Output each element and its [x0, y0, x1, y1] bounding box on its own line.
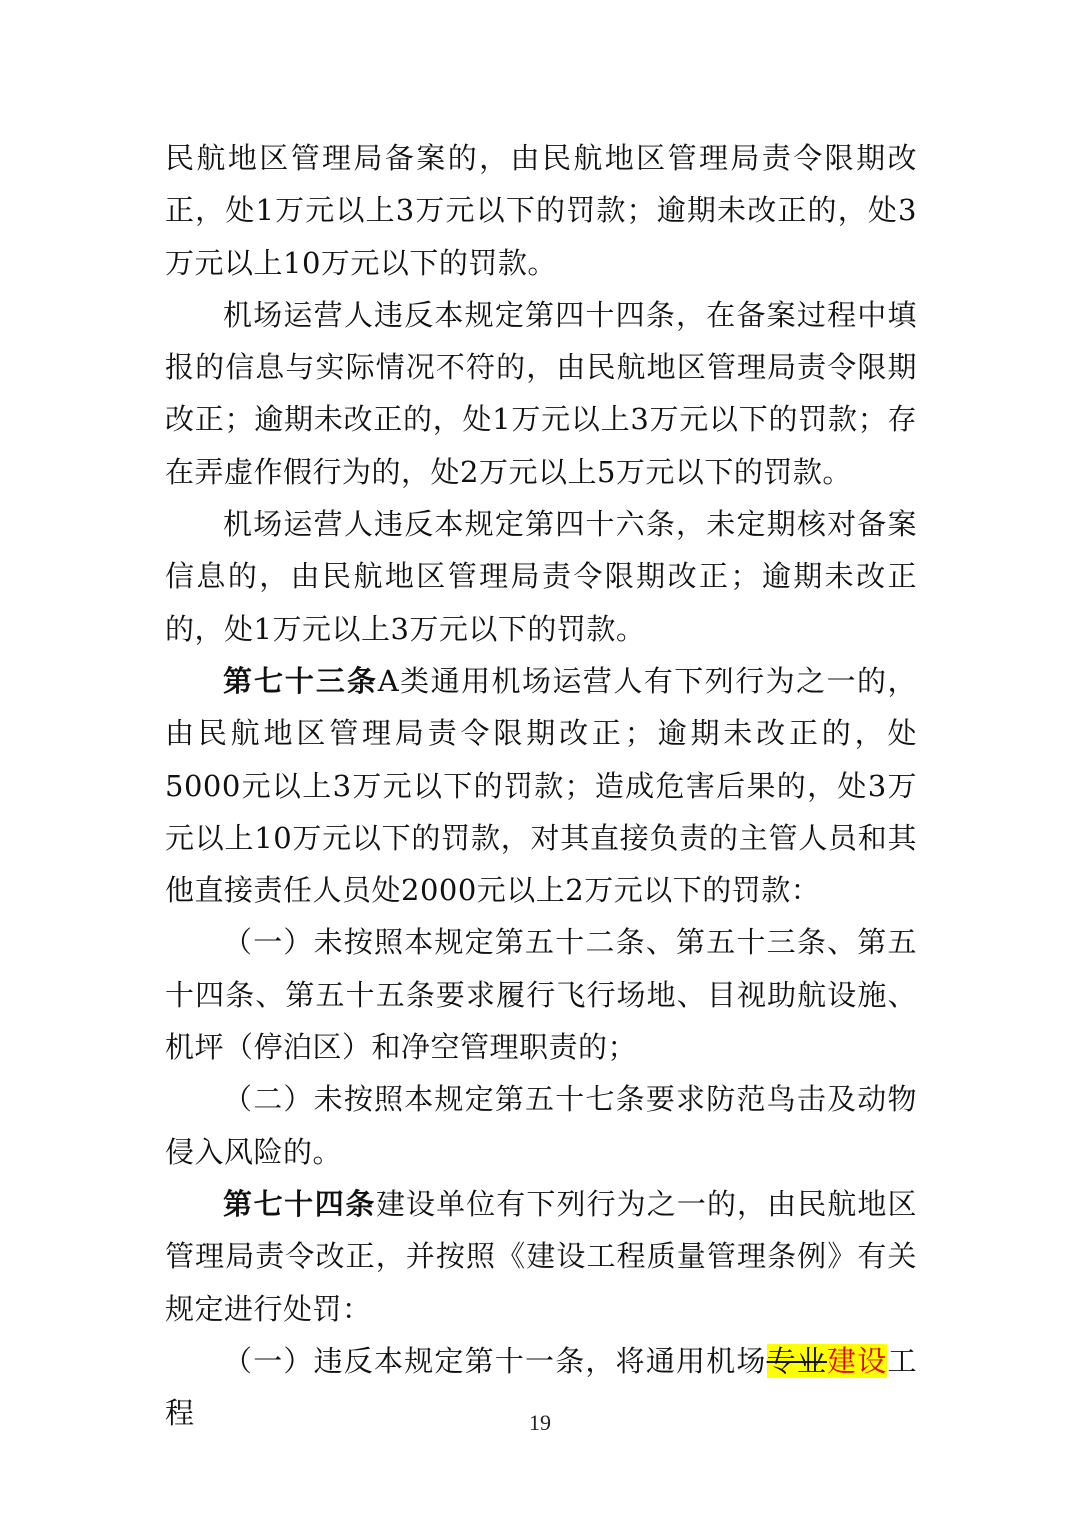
paragraph-article-44-violation [165, 289, 917, 498]
page-number: 19 [529, 1410, 551, 1435]
article-73 [165, 655, 917, 916]
paragraph-text: 民航地区管理局备案的，由民航地区管理局责令限期改正，处1万元以上3万元以下的罚款；逾期未改正的，处3万元以上10万元以下的罚款。 [165, 141, 917, 280]
article-text: A类通用机场运营人有下列行为之一的，由民航地区管理局责令限期改正；逾期未改正的，处5000元以上3万元以下的罚款；造成危害后果的，处3万元以上10万元以下的罚款，对其直接负责的主管人员和其他直接责任人员处2000元以上2万元以下的罚款： [165, 663, 917, 908]
paragraph-text: 机场运营人违反本规定第四十六条，未定期核对备案信息的，由民航地区管理局责令限期改正；逾期未改正的，处1万元以上3万元以下的罚款。 [165, 507, 917, 646]
paragraph-article-46-violation [165, 498, 917, 655]
article-text: 建设单位有下列行为之一的，由民航地区管理局责令改正，并按照《建设工程质量管理条例》有关规定进行处罚： [165, 1186, 917, 1326]
paragraph-text: 机场运营人违反本规定第四十四条，在备案过程中填报的信息与实际情况不符的，由民航地区管理局责令限期改正；逾期未改正的，处1万元以上3万元以下的罚款；存在弄虚作假行为的，处2万元以上5万元以下的罚款。 [165, 297, 917, 489]
article-73-item-2 [165, 1073, 917, 1178]
item-text: （一）未按照本规定第五十二条、第五十三条、第五十四条、第五十五条要求履行飞行场地、目视助航设施、机坪（停泊区）和净空管理职责的； [165, 925, 917, 1065]
article-73-item-1 [165, 916, 917, 1073]
item-text: （一）违反本规定第十一条，将通用机场 [223, 1343, 767, 1378]
item-text-tail: 工程 [165, 1343, 917, 1431]
article-74 [165, 1178, 917, 1335]
item-text: （二）未按照本规定第五十七条要求防范鸟击及动物侵入风险的。 [165, 1082, 917, 1169]
article-number: 第七十四条 [223, 1186, 376, 1221]
deleted-text-mark: 专业 [766, 1343, 828, 1378]
inserted-text-mark: 建设 [827, 1343, 888, 1378]
document-body [165, 132, 917, 1439]
paragraph-continuation [165, 132, 917, 289]
article-number: 第七十三条 [223, 663, 378, 698]
